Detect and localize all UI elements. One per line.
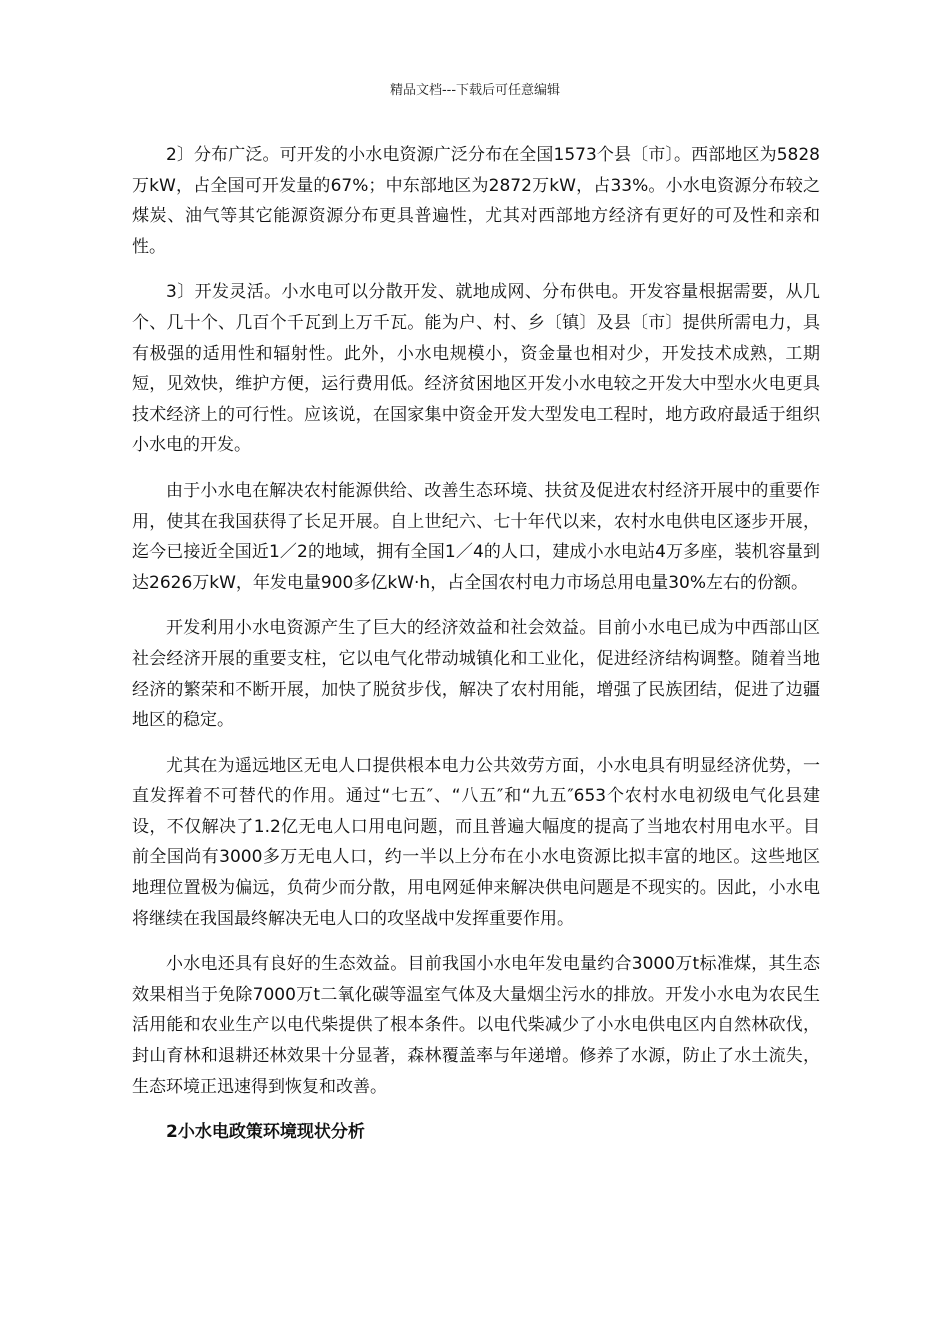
page-header: 精品文档---下载后可任意编辑 [389, 83, 561, 98]
paragraph-rural-development: 由于小水电在解决农村能源供给、改善生态环境、扶贫及促进农村经济开展中的重要作用，使其在我国获得了长足开展。自上世纪六、七十年代以来，农村水电供电区逐步开展，迄今已接近全国近1／2的地域，拥有全国1／4的人口，建成小水电站4万多座，装机容量到达2626万kW，年发电量900多亿kW·h，占全国农村电力市场总用电量30%左右的份额。 [132, 480, 820, 593]
paragraph-remote-areas: 尤其在为遥远地区无电人口提供根本电力公共效劳方面，小水电具有明显经济优势，一直发挥着不可替代的作用。通过“七五″、“八五″和“九五″653个农村水电初级电气化县建设，不仅解决了1.2亿无电人口用电问题，而且普遍大幅度的提高了当地农村用电水平。目前全国尚有3000多万无电人口，约一半以上分布在小水电资源比拟丰富的地区。这些地区地理位置极为偏远，负荷少而分散，用电网延伸来解决供电问题是不现实的。因此，小水电将继续在我国最终解决无电人口的攻坚战中发挥重要作用。 [132, 755, 820, 929]
paragraph-economic-benefit: 开发利用小水电资源产生了巨大的经济效益和社会效益。目前小水电已成为中西部山区社会经济开展的重要支柱，它以电气化带动城镇化和工业化，促进经济结构调整。随着当地经济的繁荣和不断开展，加快了脱贫步伐，解决了农村用能，增强了民族团结，促进了边疆地区的稳定。 [132, 618, 820, 731]
paragraph-distribution: 2〕分布广泛。可开发的小水电资源广泛分布在全国1573个县〔市〕。西部地区为5828万kW，占全国可开发量的67%；中东部地区为2872万kW，占33%。小水电资源分布较之煤炭、油气等其它能源资源分布更具普遍性，尤其对西部地方经济有更好的可及性和亲和性。 [132, 145, 820, 257]
paragraph-ecological-benefit: 小水电还具有良好的生态效益。目前我国小水电年发电量约合3000万t标准煤，其生态效果相当于免除7000万t二氧化碳等温室气体及大量烟尘污水的排放。开发小水电为农民生活用能和农业生产以电代柴提供了根本条件。以电代柴减少了小水电供电区内自然林砍伐，封山育林和退耕还林效果十分显著，森林覆盖率与年递增。修养了水源，防止了水土流失，生态环境正迅速得到恢复和改善。 [132, 954, 820, 1097]
section-heading: 2小水电政策环境现状分析 [166, 1122, 365, 1143]
document-body [132, 140, 820, 1147]
paragraph-flexibility: 3〕开发灵活。小水电可以分散开发、就地成网、分布供电。开发容量根据需要，从几个、几十个、几百个千瓦到上万千瓦。能为户、村、乡〔镇〕及县〔市〕提供所需电力，具有极强的适用性和辐射性。此外，小水电规模小，资金量也相对少，开发技术成熟，工期短，见效快，维护方便，运行费用低。经济贫困地区开发小水电较之开发大中型水火电更具技术经济上的可行性。应该说，在国家集中资金开发大型发电工程时，地方政府最适于组织小水电的开发。 [132, 282, 820, 456]
